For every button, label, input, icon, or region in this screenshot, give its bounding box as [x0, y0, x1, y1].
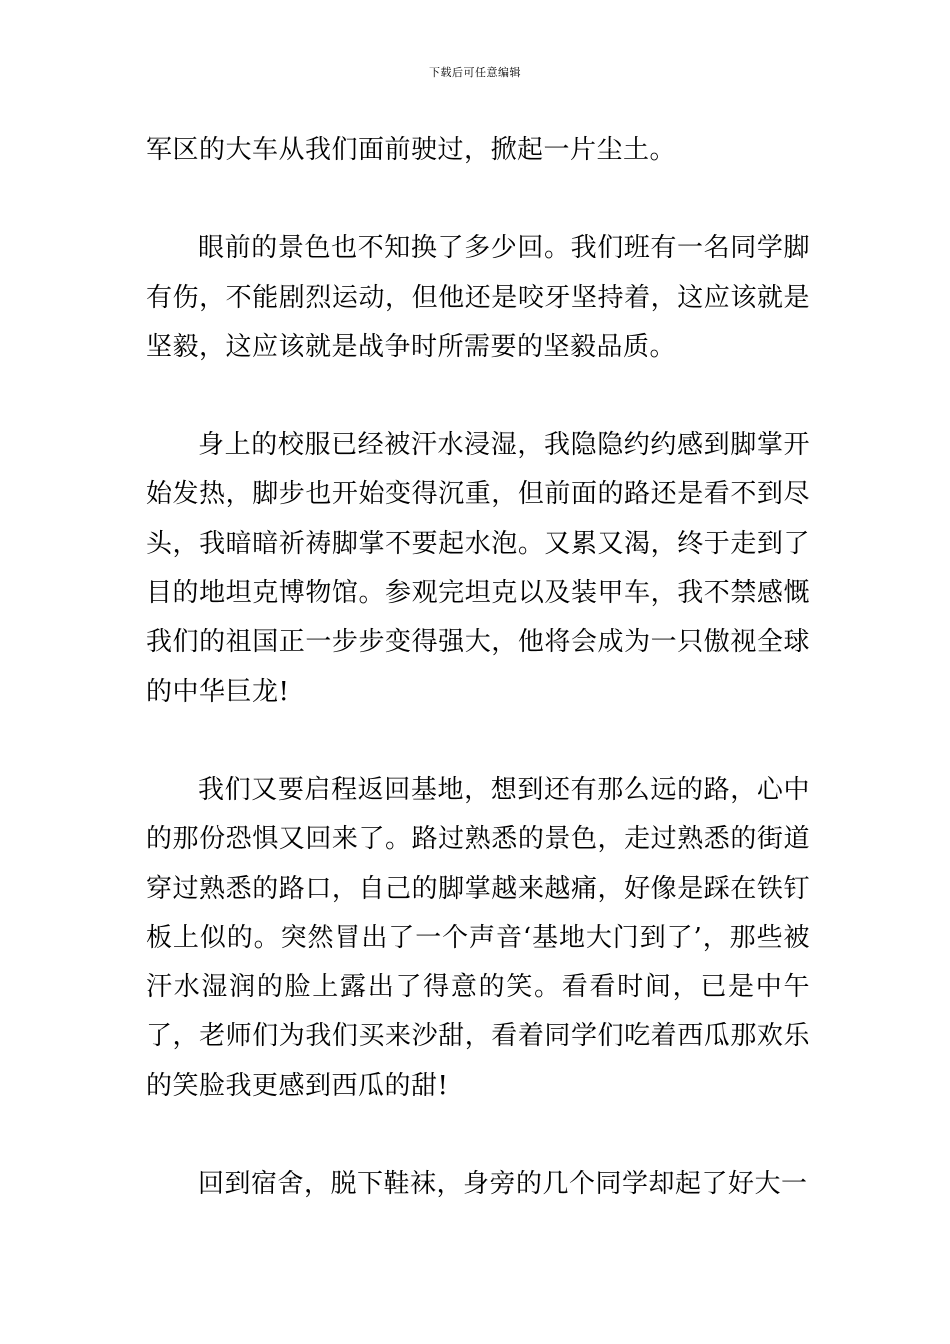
page-header-note: 下载后可任意编辑: [429, 66, 521, 79]
paragraph-1: 军区的大车从我们面前驶过，掀起一片尘土。: [146, 135, 677, 165]
paragraph-5: 回到宿舍，脱下鞋袜，身旁的几个同学却起了好大一: [198, 1169, 808, 1200]
paragraph-4: 我们又要启程返回基地，想到还有那么远的路，心中的那份恐惧又回来了。路过熟悉的景色，走过熟悉的街道穿过熟悉的路口，自己的脚掌越来越痛，好像是踩在铁钉板上似的。突然冒出了一个声音‘基地大门到了’，那些被汗水湿润的脸上露出了得意的笑。看看时间，已是中午了，老师们为我们买来沙甜，看着同学们吃着西瓜那欢乐的笑脸我更感到西瓜的甜!: [146, 774, 810, 1101]
paragraph-2: 眼前的景色也不知换了多少回。我们班有一名同学脚有伤，不能剧烈运动，但他还是咬牙坚持着，这应该就是坚毅，这应该就是战争时所需要的坚毅品质。: [146, 233, 810, 362]
paragraph-3: 身上的校服已经被汗水浸湿，我隐隐约约感到脚掌开始发热，脚步也开始变得沉重，但前面的路还是看不到尽头，我暗暗祈祷脚掌不要起水泡。又累又渴，终于走到了目的地坦克博物馆。参观完坦克以及装甲车，我不禁感慨我们的祖国正一步步变得强大，他将会成为一只傲视全球的中华巨龙!: [146, 430, 810, 707]
document-body: [146, 126, 810, 1209]
